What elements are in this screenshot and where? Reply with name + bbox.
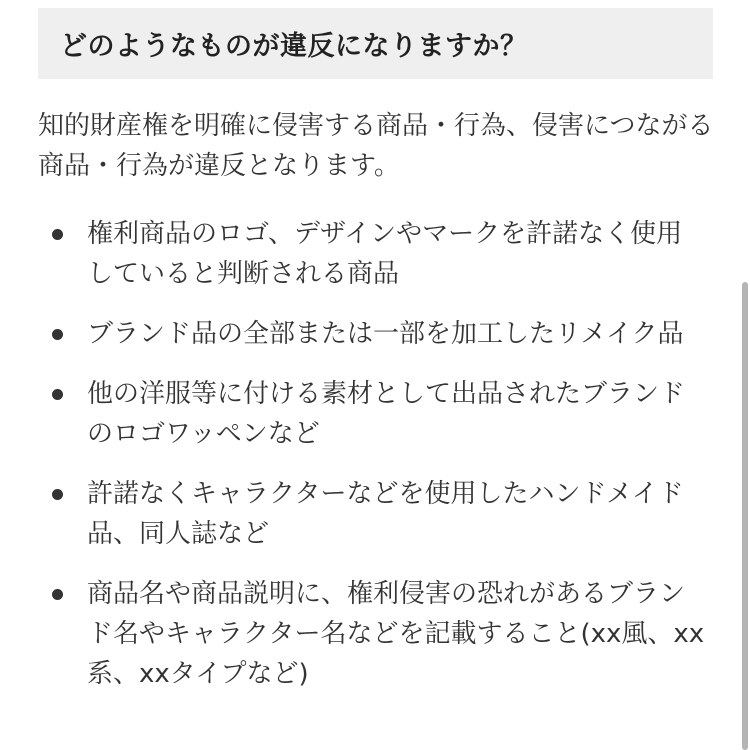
list-item (38, 574, 708, 694)
list-item (38, 314, 708, 354)
list-item (38, 374, 708, 454)
list-item (38, 474, 708, 554)
bullet-icon (52, 329, 63, 340)
section-heading-box (38, 8, 713, 79)
intro-paragraph: 知的財産権を明確に侵害する商品・行為、侵害につながる商品・行為が違反となります。 (38, 111, 714, 181)
bullet-icon (52, 489, 63, 500)
list-item-text: 商品名や商品説明に、権利侵害の恐れがあるブランド名やキャラクター名などを記載すること(xx風、xx系、xxタイプなど) (87, 579, 705, 689)
bullet-icon (52, 589, 63, 600)
list-item-text: 権利商品のロゴ、デザインやマークを許諾なく使用していると判断される商品 (87, 219, 683, 289)
violation-list (38, 214, 708, 714)
list-item-text: 他の洋服等に付ける素材として出品されたブランドのロゴワッペンなど (87, 379, 686, 449)
scrollbar-thumb[interactable] (742, 282, 748, 750)
list-item-text: 許諾なくキャラクターなどを使用したハンドメイド品、同人誌など (87, 479, 684, 549)
list-item (38, 214, 708, 294)
section-heading: どのようなものが違反になりますか？ (60, 31, 528, 62)
bullet-icon (52, 229, 63, 240)
bullet-icon (52, 389, 63, 400)
list-item-text: ブランド品の全部または一部を加工したリメイク品 (87, 319, 684, 349)
vertical-scrollbar[interactable] (740, 0, 750, 750)
